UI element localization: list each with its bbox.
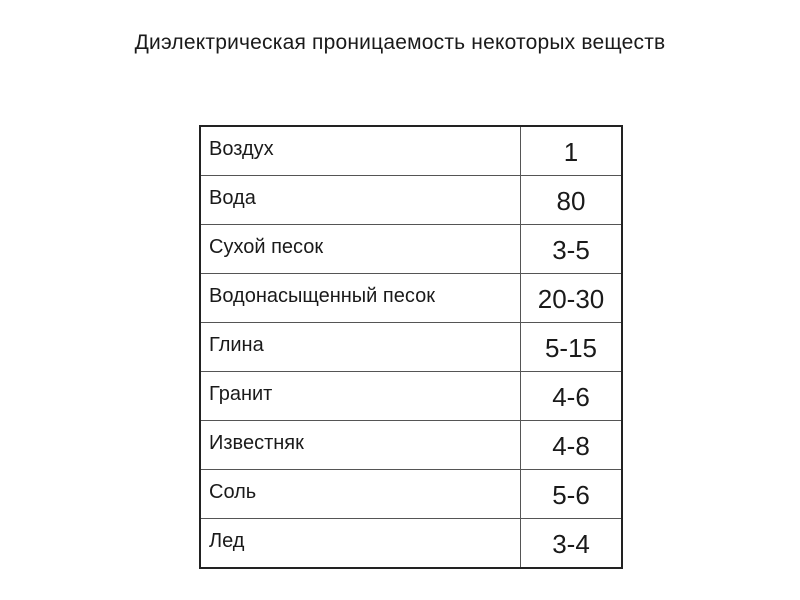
value-cell: 5-15 [521,323,623,372]
table-row [200,225,622,274]
table-row [200,274,622,323]
table-row [200,323,622,372]
table-row [200,519,622,569]
substance-cell: Лед [200,519,521,569]
substance-cell: Глина [200,323,521,372]
value-cell: 1 [521,126,623,176]
page-title: Диэлектрическая проницаемость некоторых веществ [134,31,666,54]
table-row [200,372,622,421]
substance-cell: Известняк [200,421,521,470]
table-row [200,470,622,519]
substance-cell: Водонасыщенный песок [200,274,521,323]
substance-cell: Сухой песок [200,225,521,274]
substance-cell: Воздух [200,126,521,176]
substance-cell: Соль [200,470,521,519]
table-row [200,421,622,470]
value-cell: 20-30 [521,274,623,323]
value-cell: 3-5 [521,225,623,274]
table-container [199,125,623,569]
value-cell: 3-4 [521,519,623,569]
value-cell: 4-8 [521,421,623,470]
substance-cell: Гранит [200,372,521,421]
table-row [200,176,622,225]
substance-cell: Вода [200,176,521,225]
value-cell: 80 [521,176,623,225]
value-cell: 4-6 [521,372,623,421]
dielectric-table [199,125,623,569]
table-row [200,126,622,176]
value-cell: 5-6 [521,470,623,519]
